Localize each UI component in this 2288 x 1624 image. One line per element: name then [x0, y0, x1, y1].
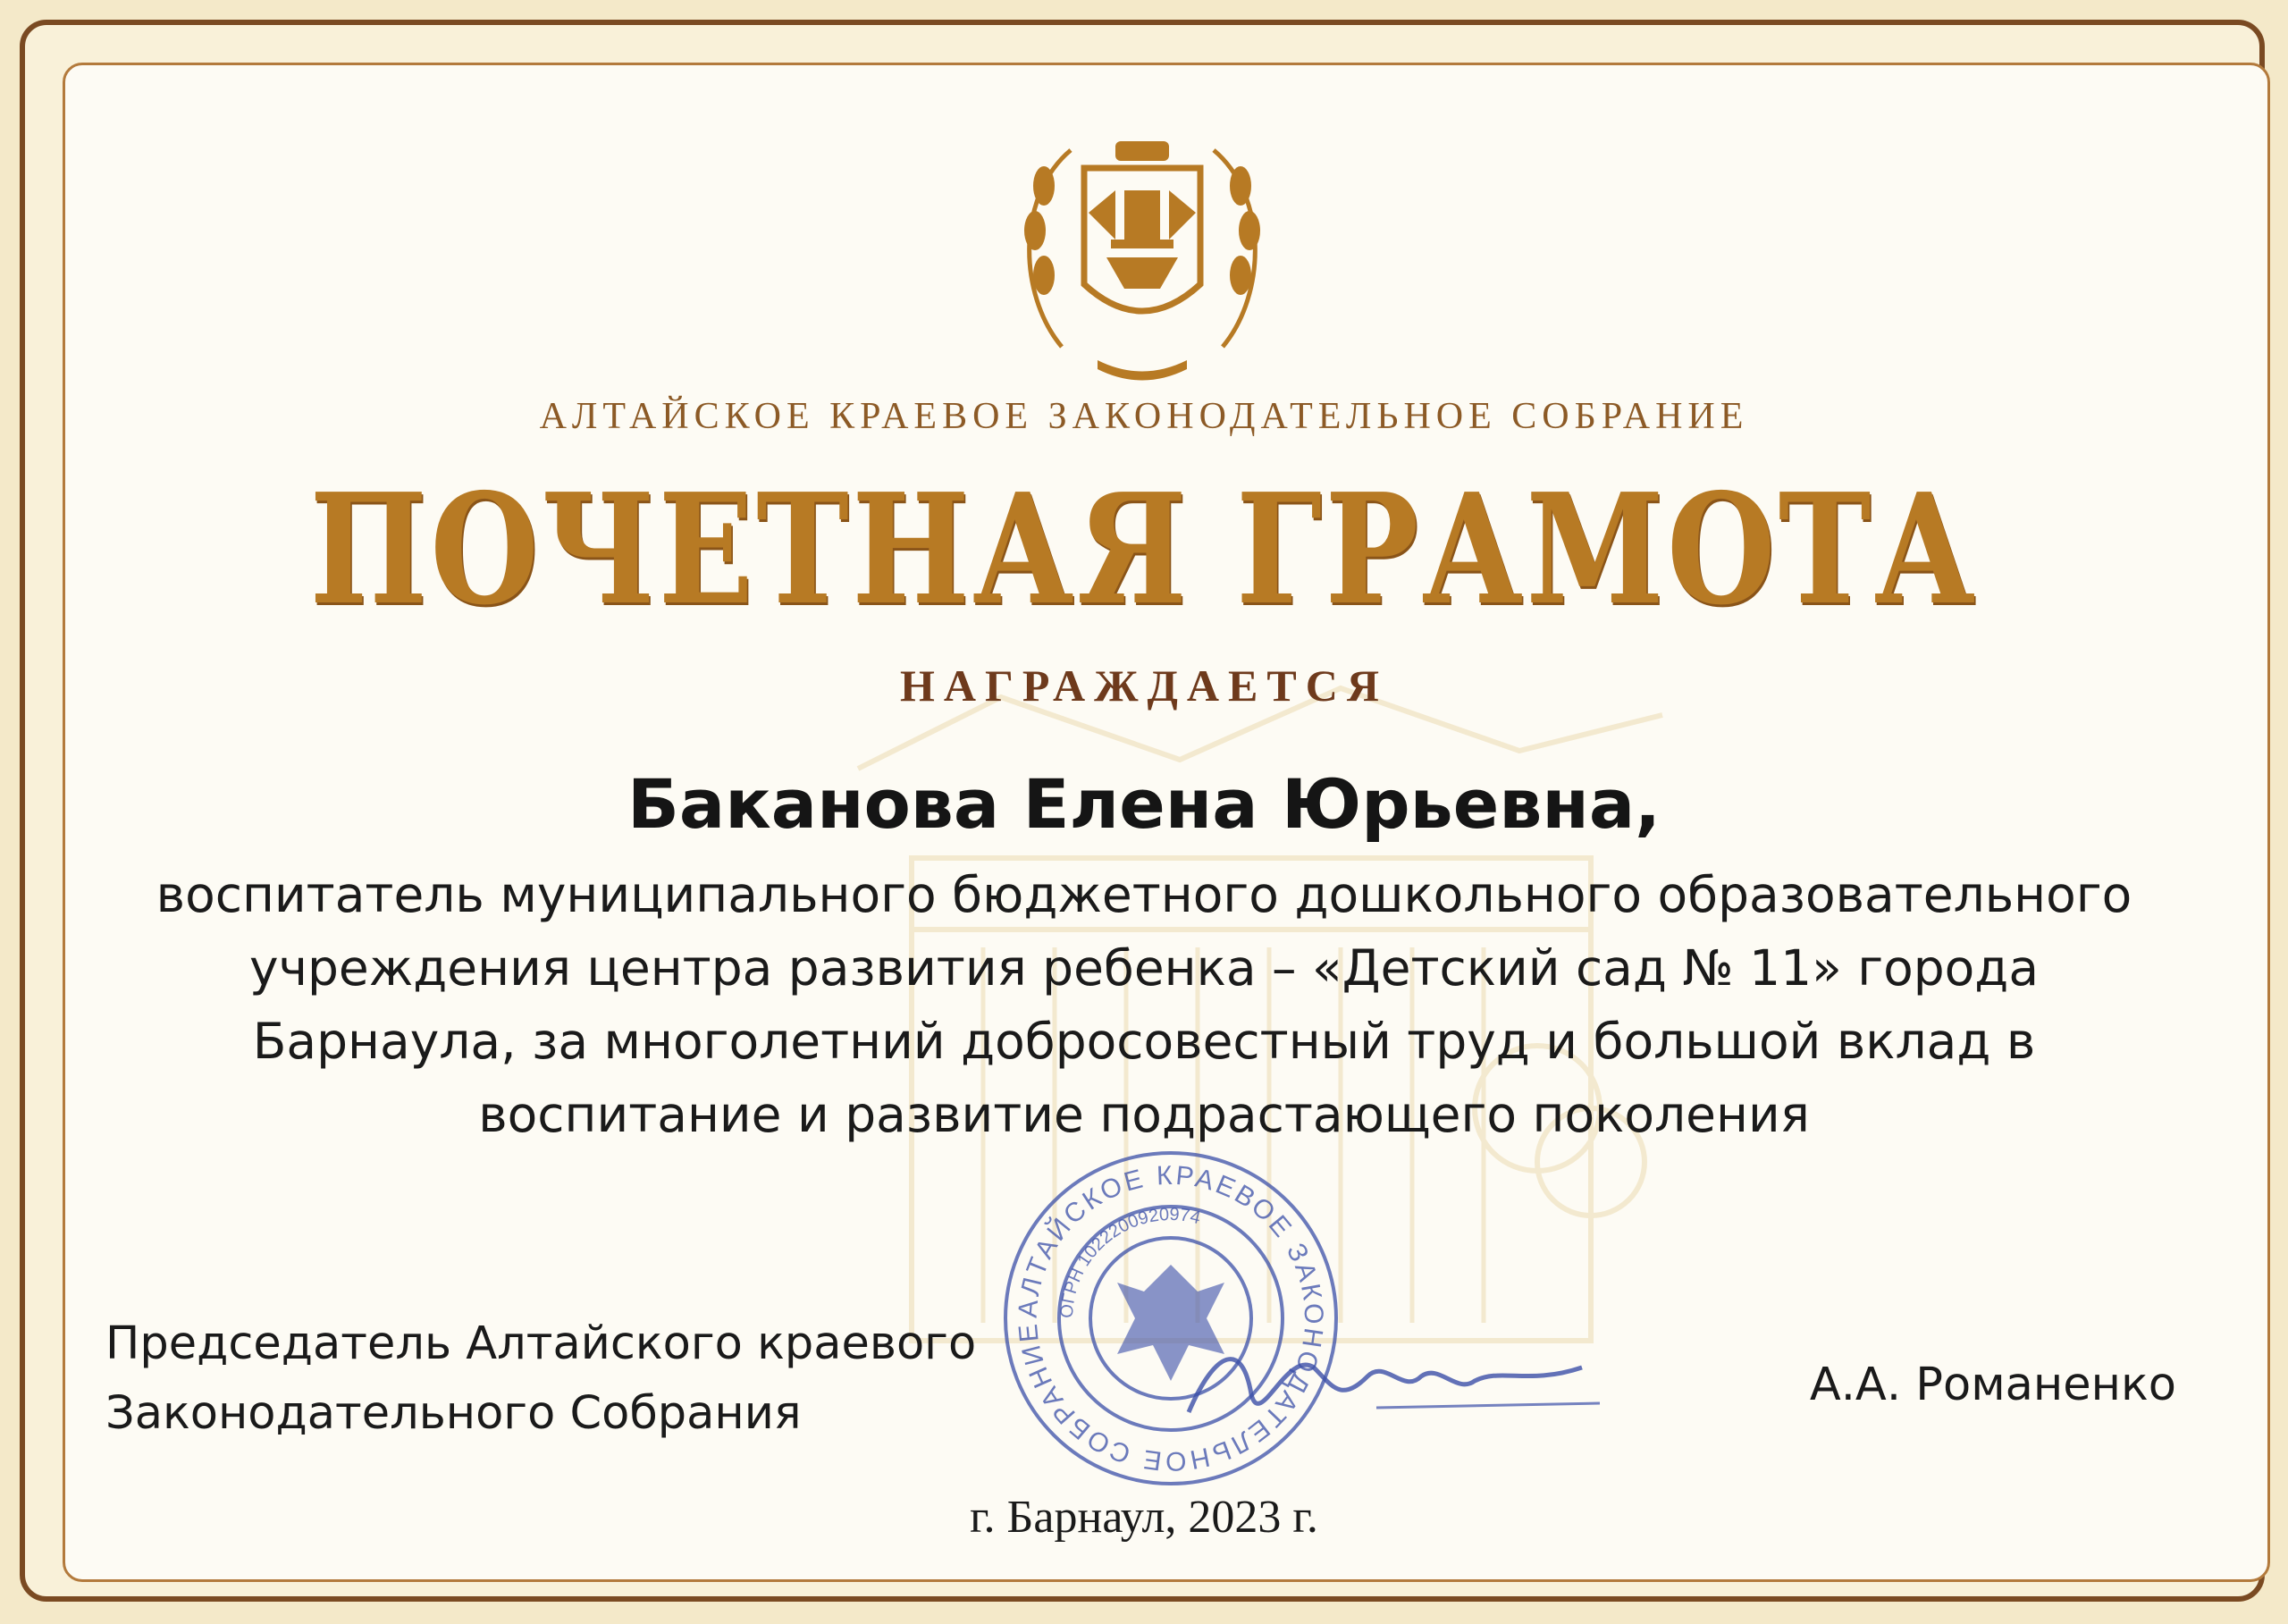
place-date: г. Барнаул, 2023 г. — [970, 1492, 1318, 1543]
signer-name: А.А. Романенко — [1809, 1359, 2176, 1411]
description-line: воспитание и развитие подрастающего поколения — [478, 1086, 1810, 1143]
stamp-id: ОГРН 1022200920974 — [1056, 1204, 1203, 1319]
signatory-line: Председатель Алтайского краевого — [105, 1317, 977, 1370]
awarded-label: НАГРАЖДАЕТСЯ — [900, 661, 1388, 711]
certificate-title: ПОЧЕТНАЯ ГРАМОТА — [309, 460, 1979, 639]
signatory-title — [105, 1309, 976, 1449]
organization-name: АЛТАЙСКОЕ КРАЕВОЕ ЗАКОНОДАТЕЛЬНОЕ СОБРАНИЕ — [539, 396, 1749, 437]
award-description — [116, 858, 2172, 1151]
description-line: воспитатель муниципального бюджетного дошкольного образовательного — [156, 866, 2132, 923]
handwritten-signature — [1153, 1314, 1618, 1439]
altai-coat-of-arms-icon — [1008, 114, 1276, 391]
stamp-text: АЛТАЙСКОЕ КРАЕВОЕ ЗАКОНОДАТЕЛЬНОЕ СОБРАНИЕ — [1013, 1160, 1329, 1477]
description-line: учреждения центра развития ребенка – «Детский сад № 11» города — [248, 939, 2040, 997]
signatory-line: Законодательного Собрания — [105, 1387, 802, 1440]
recipient-name: Баканова Елена Юрьевна, — [627, 764, 1661, 844]
description-line: Барнаула, за многолетний добросовестный труд и большой вклад в — [252, 1013, 2036, 1070]
